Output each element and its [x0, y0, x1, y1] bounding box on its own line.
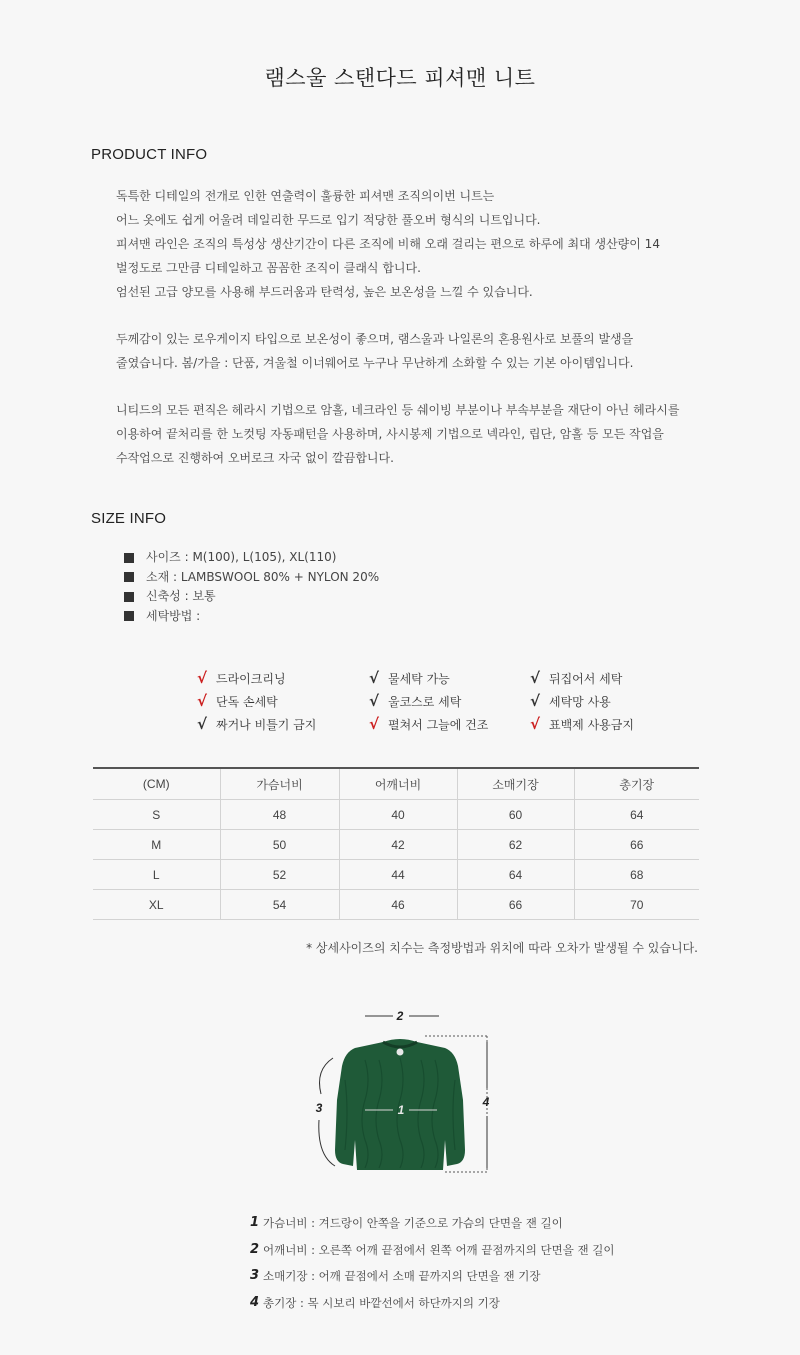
legend-number: 1: [250, 1215, 260, 1231]
check-icon: √: [197, 692, 208, 710]
wash-item: [369, 714, 488, 734]
check-icon: √: [197, 715, 208, 733]
table-cell: M: [93, 830, 220, 860]
product-description-3: [116, 398, 736, 470]
legend-number: 4: [250, 1294, 260, 1310]
table-row: [93, 860, 699, 890]
square-bullet-icon: [124, 572, 134, 582]
wash-item: [197, 691, 278, 711]
wash-item: [369, 668, 450, 688]
table-header-cell: 소매기장: [457, 768, 574, 800]
desc-line: 엄선된 고급 양모를 사용해 부드러움과 탄력성, 높은 보온성을 느낄 수 있습니다.: [116, 285, 533, 299]
legend-text: 소매기장 : 어깨 끝점에서 소매 끝까지의 단면을 잰 기장: [263, 1269, 541, 1284]
legend-number: 2: [250, 1241, 260, 1257]
table-cell: 44: [339, 860, 457, 890]
desc-line: 이용하여 끝처리를 한 노컷팅 자동패턴을 사용하며, 사시봉제 기법으로 넥라인, 립단, 암홀 등 모든 작업을: [116, 427, 664, 441]
wash-item-label: 짜거나 비틀기 금지: [216, 717, 317, 732]
check-icon: √: [369, 692, 380, 710]
measure-line-3-top: [320, 1058, 334, 1094]
table-header-cell: (CM): [93, 768, 220, 800]
elasticity-info-text: 신축성 : 보통: [146, 589, 216, 603]
sweater-measurement-diagram: [305, 1000, 505, 1180]
table-cell: 68: [574, 860, 699, 890]
desc-line: 독특한 디테일의 전개로 인한 연출력이 훌륭한 피셔맨 조직의이번 니트는: [116, 189, 495, 203]
legend-text: 총기장 : 목 시보리 바깥선에서 하단까지의 기장: [263, 1295, 500, 1310]
desc-line: 수작업으로 진행하여 오버로크 자국 없이 깔끔합니다.: [116, 451, 394, 465]
measure-line-3-bottom: [319, 1120, 335, 1166]
wash-item: [369, 691, 461, 711]
table-cell: L: [93, 860, 220, 890]
material-info-text: 소재 : LAMBSWOOL 80% + NYLON 20%: [146, 569, 380, 584]
table-cell: 70: [574, 890, 699, 920]
legend-item: [250, 1237, 614, 1264]
measure-label-2: 2: [396, 1009, 404, 1023]
product-description-2: [116, 327, 736, 375]
measure-label-1: 1: [397, 1103, 405, 1117]
desc-line: 벌정도로 그만큼 디테일하고 꼼꼼한 조직이 클래식 합니다.: [116, 261, 421, 275]
square-bullet-icon: [124, 592, 134, 602]
table-row: [93, 890, 699, 920]
table-row: [93, 800, 699, 830]
measurement-note: * 상세사이즈의 치수는 측정방법과 위치에 따라 오차가 발생될 수 있습니다.: [306, 941, 698, 955]
size-info-text: 사이즈 : M(100), L(105), XL(110): [146, 550, 337, 564]
table-cell: 54: [220, 890, 339, 920]
legend-item: [250, 1210, 614, 1237]
legend-text: 어깨너비 : 오른쪽 어깨 끝점에서 왼쪽 어깨 끝점까지의 단면을 잰 길이: [263, 1242, 615, 1257]
wash-item-label: 펼쳐서 그늘에 건조: [388, 717, 489, 732]
table-row: [93, 830, 699, 860]
wash-item-label: 단독 손세탁: [216, 694, 278, 709]
desc-line: 니티드의 모든 편직은 헤라시 기법으로 암홀, 네크라인 등 쉐이빙 부분이나 부속부분을 재단이 아닌 헤라시를: [116, 403, 680, 417]
wash-item-label: 세탁망 사용: [549, 694, 611, 709]
table-cell: 66: [574, 830, 699, 860]
square-bullet-icon: [124, 553, 134, 563]
table-header-cell: 총기장: [574, 768, 699, 800]
wash-item: [197, 714, 316, 734]
check-icon: √: [530, 715, 541, 733]
table-cell: 40: [339, 800, 457, 830]
list-item: [124, 607, 379, 627]
wash-item-label: 물세탁 가능: [388, 671, 450, 686]
size-info-list: [124, 548, 379, 626]
table-cell: 64: [457, 860, 574, 890]
square-bullet-icon: [124, 611, 134, 621]
legend-item: [250, 1263, 614, 1290]
wash-method-label: 세탁방법 :: [146, 608, 201, 623]
measurement-legend: [250, 1210, 614, 1316]
desc-line: 어느 옷에도 쉽게 어울려 데일리한 무드로 입기 적당한 풀오버 형식의 니트입니다.: [116, 213, 541, 227]
desc-line: 줄였습니다. 봄/가을 : 단품, 겨울철 이너웨어로 누구나 무난하게 소화할 수 있는 기본 아이템입니다.: [116, 356, 634, 370]
wash-item-label: 표백제 사용금지: [549, 717, 634, 732]
wash-item-label: 뒤집어서 세탁: [549, 671, 623, 686]
wash-item: [530, 668, 622, 688]
legend-item: [250, 1290, 614, 1317]
product-title: 램스울 스탠다드 피셔맨 니트: [264, 66, 536, 90]
table-cell: 46: [339, 890, 457, 920]
table-cell: 42: [339, 830, 457, 860]
wash-item: [530, 691, 611, 711]
product-description-1: [116, 184, 736, 304]
check-icon: √: [369, 715, 380, 733]
table-header-row: [93, 768, 699, 800]
table-cell: XL: [93, 890, 220, 920]
measure-label-3: 3: [315, 1101, 323, 1115]
size-table: [93, 767, 699, 920]
legend-text: 가슴너비 : 겨드랑이 안쪽을 기준으로 가슴의 단면을 잰 길이: [263, 1216, 563, 1231]
desc-line: 피셔맨 라인은 조직의 특성상 생산기간이 다른 조직에 비해 오래 걸리는 편으로 하루에 최대 생산량이 14: [116, 237, 660, 251]
table-header-cell: 어깨너비: [339, 768, 457, 800]
brand-logo-icon: [397, 1049, 404, 1056]
table-cell: 52: [220, 860, 339, 890]
wash-item: [197, 668, 286, 688]
list-item: [124, 548, 379, 568]
wash-item-label: 울코스로 세탁: [388, 694, 462, 709]
legend-number: 3: [250, 1268, 260, 1284]
table-cell: S: [93, 800, 220, 830]
table-cell: 66: [457, 890, 574, 920]
table-header-cell: 가슴너비: [220, 768, 339, 800]
desc-line: 두께감이 있는 로우게이지 타입으로 보온성이 좋으며, 램스울과 나일론의 혼용원사로 보풀의 발생을: [116, 332, 634, 346]
table-cell: 50: [220, 830, 339, 860]
list-item: [124, 568, 379, 588]
wash-item: [530, 714, 634, 734]
check-icon: √: [530, 669, 541, 687]
size-info-heading: SIZE INFO: [91, 510, 167, 527]
measure-label-4: 4: [482, 1095, 490, 1109]
check-icon: √: [197, 669, 208, 687]
list-item: [124, 587, 379, 607]
table-cell: 60: [457, 800, 574, 830]
product-info-heading: PRODUCT INFO: [91, 146, 208, 163]
wash-item-label: 드라이크리닝: [216, 671, 286, 686]
table-cell: 64: [574, 800, 699, 830]
table-cell: 48: [220, 800, 339, 830]
check-icon: √: [369, 669, 380, 687]
table-cell: 62: [457, 830, 574, 860]
check-icon: √: [530, 692, 541, 710]
